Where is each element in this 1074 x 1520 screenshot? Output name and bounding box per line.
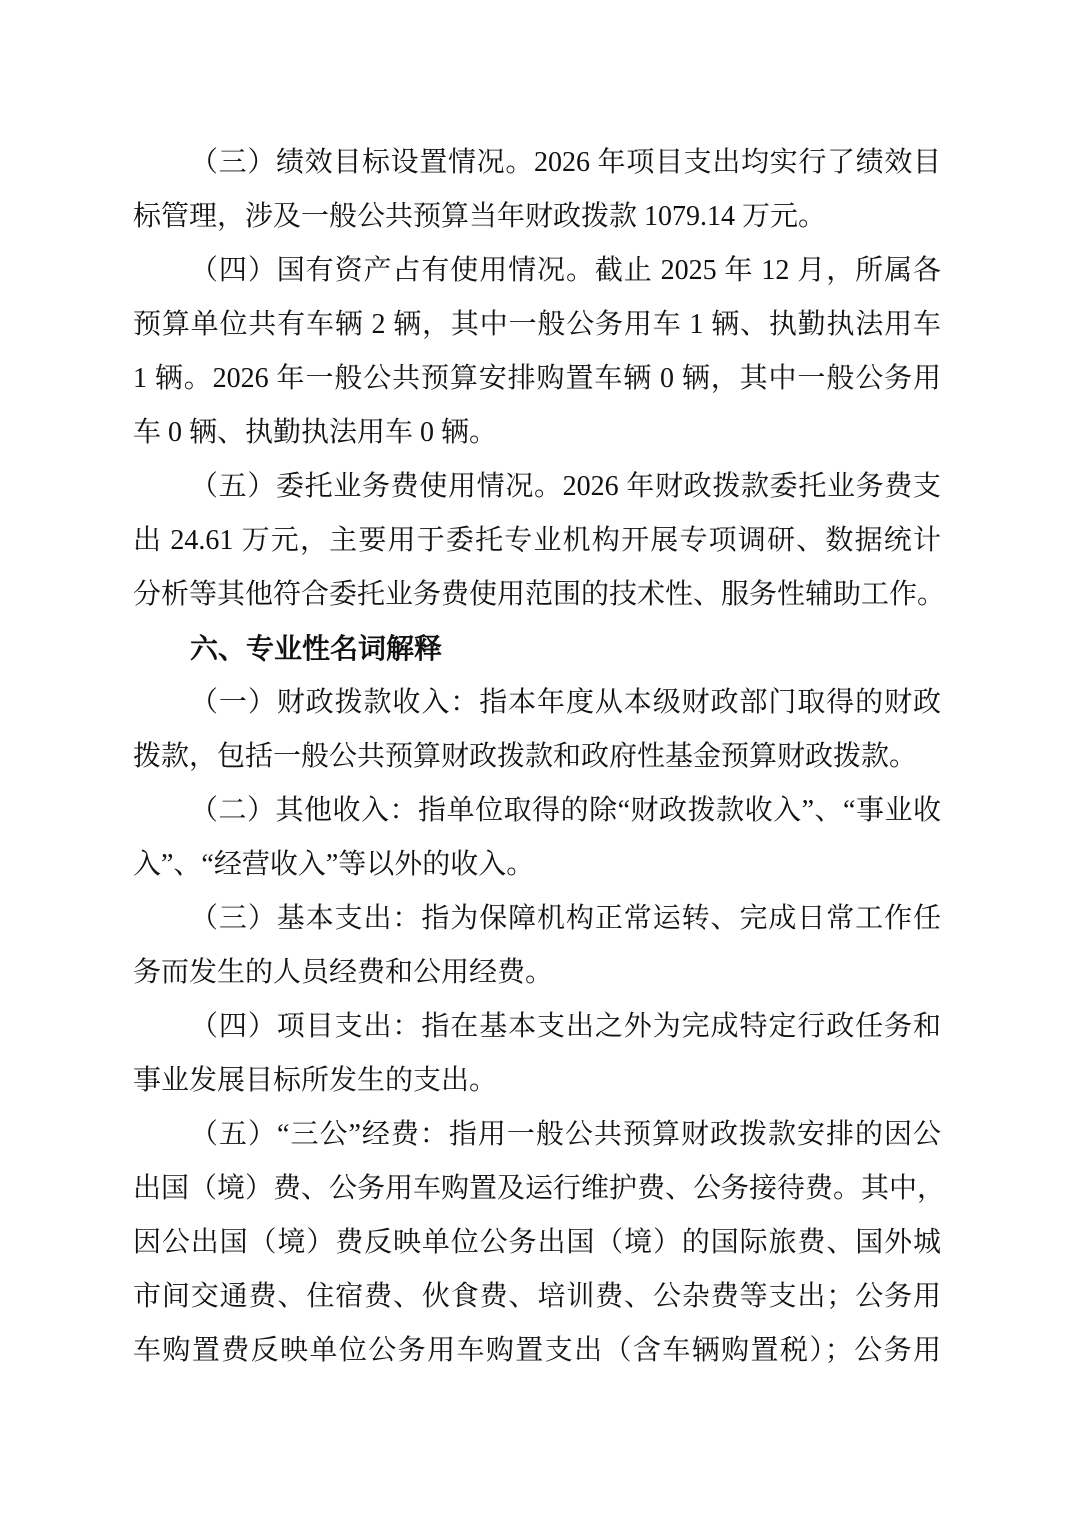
text-line: （四）项目支出：指在基本支出之外为完成特定行政任务和: [190, 1011, 941, 1042]
paragraph: [133, 1000, 941, 1108]
text-line: （三）基本支出：指为保障机构正常运转、完成日常工作任: [190, 903, 941, 934]
paragraph: [133, 676, 941, 784]
text-line: 预算单位共有车辆 2 辆，其中一般公务用车 1 辆、执勤执法用车: [133, 309, 941, 340]
text-line: 事业发展目标所发生的支出。: [133, 1065, 498, 1096]
text-line: 标管理，涉及一般公共预算当年财政拨款 1079.14 万元。: [133, 201, 827, 232]
paragraph: [133, 460, 946, 622]
text-line: 出国（境）费、公务用车购置及运行维护费、公务接待费。其中，: [133, 1173, 946, 1204]
text-line: 务而发生的人员经费和公用经费。: [133, 957, 554, 988]
text-line: （二）其他收入：指单位取得的除“财政拨款收入”、“事业收: [190, 795, 941, 826]
text-line: 分析等其他符合委托业务费使用范围的技术性、服务性辅助工作。: [133, 579, 946, 610]
paragraph: [133, 892, 941, 1000]
paragraph: [133, 784, 941, 892]
section-heading: [133, 622, 941, 676]
text-line: （三）绩效目标设置情况。2026 年项目支出均实行了绩效目: [190, 147, 941, 178]
text-line: 出 24.61 万元，主要用于委托专业机构开展专项调研、数据统计: [133, 525, 941, 556]
paragraph: [133, 244, 941, 460]
text-line: 市间交通费、住宿费、伙食费、培训费、公杂费等支出；公务用: [133, 1281, 941, 1312]
text-line: （四）国有资产占有使用情况。截止 2025 年 12 月，所属各: [190, 255, 941, 286]
document-body: [133, 136, 946, 1378]
text-line: 车 0 辆、执勤执法用车 0 辆。: [133, 417, 498, 448]
text-line: 因公出国（境）费反映单位公务出国（境）的国际旅费、国外城: [133, 1227, 941, 1258]
text-line: 车购置费反映单位公务用车购置支出（含车辆购置税）；公务用: [133, 1335, 941, 1366]
text-line: 入”、“经营收入”等以外的收入。: [133, 849, 535, 880]
paragraph: [133, 136, 941, 244]
text-line: 拨款，包括一般公共预算财政拨款和政府性基金预算财政拨款。: [133, 741, 918, 772]
text-line: （五）“三公”经费：指用一般公共预算财政拨款安排的因公: [190, 1119, 941, 1150]
text-line: （五）委托业务费使用情况。2026 年财政拨款委托业务费支: [190, 471, 941, 502]
paragraph: [133, 1108, 946, 1378]
text-line: 六、专业性名词解释: [190, 632, 443, 665]
text-line: （一）财政拨款收入：指本年度从本级财政部门取得的财政: [190, 687, 941, 718]
text-line: 1 辆。2026 年一般公共预算安排购置车辆 0 辆，其中一般公务用: [133, 363, 941, 394]
